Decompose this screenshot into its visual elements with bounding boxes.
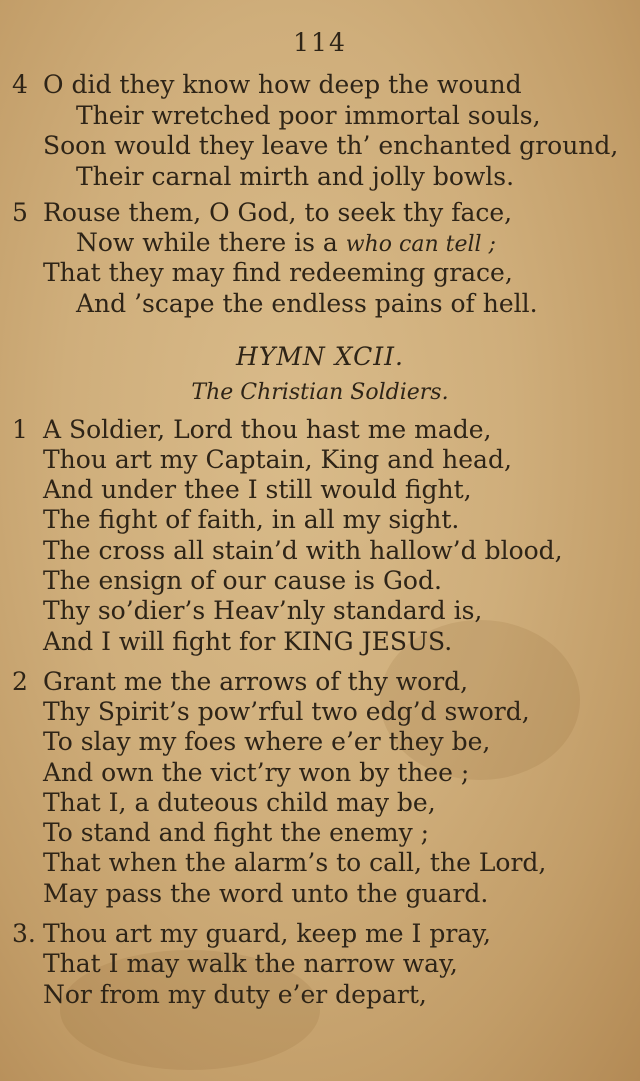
verse-line: That I, a duteous child may be, <box>43 788 436 817</box>
verse-line: Thy so’dier’s Heav’nly standard is, <box>43 596 483 625</box>
verse-line: Soon would they leave th’ enchanted ground, <box>43 131 619 160</box>
verse-line <box>76 228 496 260</box>
verse-line: The ensign of our cause is God. <box>43 566 442 595</box>
verse-line: And own the vict’ry won by thee ; <box>43 758 470 787</box>
stanza-number: 2 <box>12 667 28 696</box>
verse-line: And under thee I still would fight, <box>43 475 472 504</box>
page-number: 114 <box>293 28 347 57</box>
verse-line: May pass the word unto the guard. <box>43 879 489 908</box>
verse-line: And ’scape the endless pains of hell. <box>76 289 538 318</box>
verse-line: That I may walk the narrow way, <box>43 949 458 978</box>
verse-text: Now while there is a <box>76 228 338 257</box>
verse-line: Thy Spirit’s pow’rful two edg’d sword, <box>43 697 530 726</box>
verse-line: To stand and fight the enemy ; <box>43 818 430 847</box>
italic-phrase: who can tell ; <box>345 232 496 257</box>
verse-line: Nor from my duty e’er depart, <box>43 980 427 1009</box>
verse-line: That they may find redeeming grace, <box>43 258 513 287</box>
verse-line: And I will fight for KING JESUS. <box>43 627 453 656</box>
verse-line: A Soldier, Lord thou hast me made, <box>43 415 492 444</box>
verse-line: To slay my foes where e’er they be, <box>43 727 491 756</box>
hymn-subtitle: The Christian Soldiers. <box>191 380 449 405</box>
hymn-title: HYMN XCII. <box>236 342 404 371</box>
verse-line: Grant me the arrows of thy word, <box>43 667 469 696</box>
verse-line: Thou art my Captain, King and head, <box>43 445 512 474</box>
verse-line: That when the alarm’s to call, the Lord, <box>43 848 547 877</box>
stanza-number: 1 <box>12 415 28 444</box>
verse-line: Their wretched poor immortal souls, <box>76 101 541 130</box>
verse-line: Thou art my guard, keep me I pray, <box>43 919 491 948</box>
stanza-number: 4 <box>12 70 28 99</box>
stanza-number: 5 <box>12 198 28 227</box>
verse-line: Rouse them, O God, to seek thy face, <box>43 198 513 227</box>
verse-line: O did they know how deep the wound <box>43 70 522 99</box>
verse-line: Their carnal mirth and jolly bowls. <box>76 162 515 191</box>
verse-line: The fight of faith, in all my sight. <box>43 505 460 534</box>
verse-line: The cross all stain’d with hallow’d blood, <box>43 536 563 565</box>
stanza-number: 3. <box>12 919 36 948</box>
